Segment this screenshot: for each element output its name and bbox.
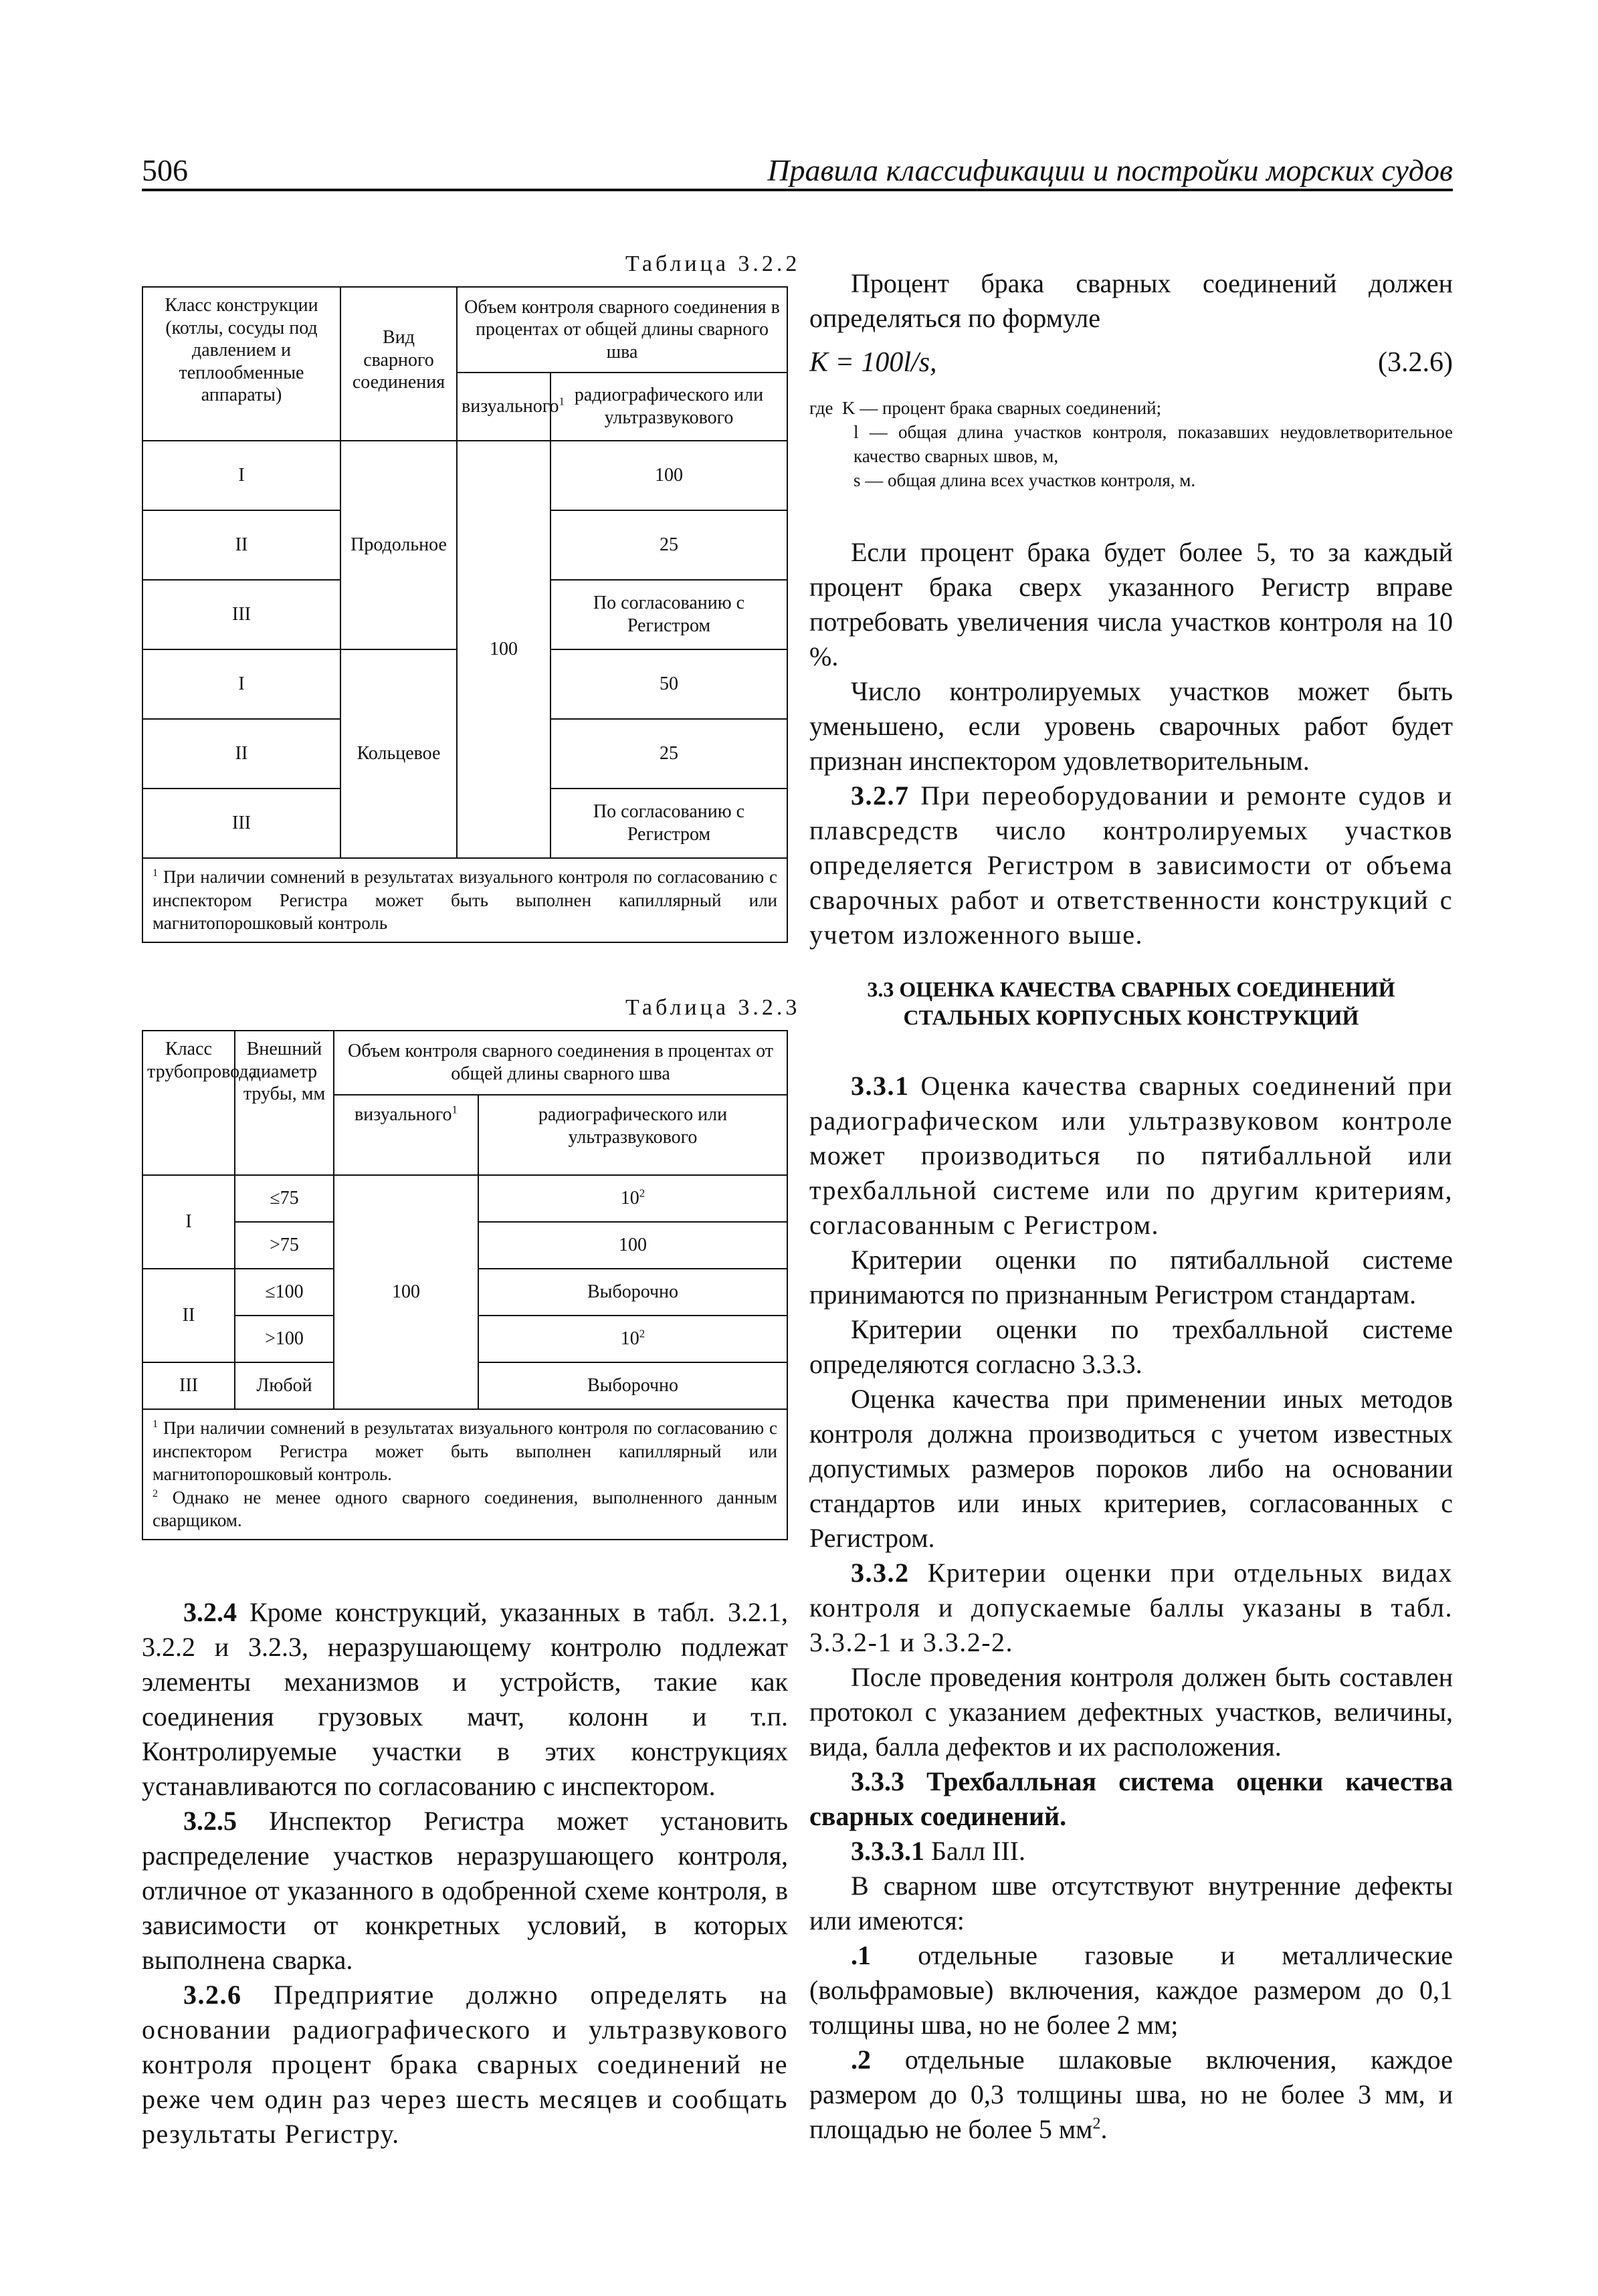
table2-header-class: Класс трубопровода xyxy=(142,1031,235,1175)
table1-header-visual: визуального$^1$ xyxy=(457,373,551,441)
table2-cell-radio: Выборочно xyxy=(478,1269,787,1316)
table2-cell-diameter: ≤75 xyxy=(235,1175,334,1222)
table2-cell-radio: Выборочно xyxy=(478,1362,787,1409)
running-title: Правила классификации и постройки морских судов xyxy=(767,153,1453,187)
table2-header-volume: Объем контроля сварного соединения в процентах от общей длины сварного шва xyxy=(334,1031,787,1095)
table2-cell-radio: 100 xyxy=(478,1222,787,1269)
table2-cell-class: I xyxy=(142,1175,235,1269)
table2-header-visual: визуального$^1$ xyxy=(334,1095,478,1175)
table2-cell-class: III xyxy=(142,1362,235,1409)
table2-cell-diameter: >100 xyxy=(235,1316,334,1362)
paragraph-3-2-6: 3.2.6 Предприятие должно определять на основании радиографического и ультразвукового контроля процент брака сварных соединений не реже чем один раз через шесть месяцев и сообщать результаты Регистру. xyxy=(142,1980,788,2149)
table1-cell-radio: По согласованию с Регистром xyxy=(551,580,787,649)
table2-cell-visual: 100 xyxy=(334,1175,478,1409)
table1-cell-joint-type: Продольное xyxy=(340,441,457,649)
table1-cell-radio: 25 xyxy=(551,510,787,580)
paragraph-3-3-2: 3.3.2 Критерии оценки при отдельных видах контроля и допускаемые баллы указаны в табл. 3.3.2-1 и 3.3.2-2. xyxy=(809,1558,1454,1657)
formula-intro xyxy=(809,266,1453,336)
paragraph-3-3-3-1: 3.3.3.1 Балл III. xyxy=(851,1836,1025,1866)
page-header xyxy=(142,148,1453,191)
table1-cell-radio: 50 xyxy=(551,649,787,719)
table2-cell-class: II xyxy=(142,1269,235,1362)
paragraph-3-3-2-b: После проведения контроля должен быть составлен протокол с указанием дефектных участков, величины, вида, балла дефектов и их расположения. xyxy=(809,1662,1453,1762)
table2-cell-radio: $10^2$ xyxy=(478,1316,787,1362)
table1-cell-joint-type: Кольцевое xyxy=(340,649,457,858)
right-column-upper xyxy=(809,535,1453,952)
paragraph-3-3-1-c: Критерии оценки по трехбалльной системе определяются согласно 3.3.3. xyxy=(809,1314,1453,1379)
paragraph-3-3-3-1-b: В сварном шве отсутствуют внутренние дефекты или имеются: xyxy=(809,1871,1453,1936)
table1-footnote: $^1$ При наличии сомнений в результатах визуального контроля по согласованию с инспектором Регистра может быть выполнен капиллярный или магнитопорошковый контроль xyxy=(142,858,787,942)
table1-cell-class: III xyxy=(142,580,340,649)
legend-l: l — общая длина участков контроля, показавших неудовлетворительное качество сварных швов, м, xyxy=(854,422,1453,466)
table2-caption: Таблица 3.2.3 xyxy=(625,995,801,1020)
table1-cell-radio: По согласованию с Регистром xyxy=(551,789,787,858)
table1-header-class: Класс конструкции (котлы, сосуды под давлением и теплообменные аппараты) xyxy=(142,287,340,441)
right-column-lower xyxy=(809,1069,1453,2147)
paragraph-defect-percent: Если процент брака будет более 5, то за каждый процент брака сверх указанного Регистр вправе потребовать увеличения числа участков контроля на 10 %. xyxy=(809,537,1453,671)
formula xyxy=(809,346,1453,387)
paragraph-3-3-1-b: Критерии оценки по пятибалльной системе принимаются по признанным Регистром стандартам. xyxy=(809,1245,1453,1310)
heading-3-3-3: 3.3.3 Трехбалльная система оценки качества сварных соединений. xyxy=(809,1766,1453,1831)
table1-cell-class: II xyxy=(142,719,340,789)
paragraph-3-2-4: 3.2.4 Кроме конструкций, указанных в табл. 3.2.1, 3.2.2 и 3.2.3, неразрушающему контролю подлежат элементы механизмов и устройств, такие как соединения грузовых мачт, колонн и т.п. Контролируемые участки в этих конструкциях устанавливаются по согласованию с инспектором. xyxy=(142,1597,789,1801)
section-heading-3-3: 3.3 ОЦЕНКА КАЧЕСТВА СВАРНЫХ СОЕДИНЕНИЙ СТАЛЬНЫХ КОРПУСНЫХ КОНСТРУКЦИЙ xyxy=(867,977,1395,1029)
table2-header-radio: радиографического или ультразвукового xyxy=(478,1095,787,1175)
formula-expression: K = 100l/s, xyxy=(809,347,937,378)
table1-header-joint-type: Вид сварного соединения xyxy=(340,287,457,441)
formula-intro-text: Процент брака сварных соединений должен определяться по формуле xyxy=(809,268,1453,333)
table1-cell-visual: 100 xyxy=(457,441,551,858)
table-3-2-3 xyxy=(142,1030,788,1540)
table2-footnotes xyxy=(142,1409,787,1540)
paragraph-reduce-sections: Число контролируемых участков может быть уменьшено, если уровень сварочных работ будет признан инспектором удовлетворительным. xyxy=(809,676,1453,776)
paragraph-3-3-1-d: Оценка качества при применении иных методов контроля должна производиться с учетом известных допустимых размеров пороков либо на основании стандартов или иных критериев, согласованных с Регистром. xyxy=(809,1384,1453,1553)
table2-cell-radio: $10^2$ xyxy=(478,1175,787,1222)
table2-cell-diameter: Любой xyxy=(235,1362,334,1409)
table1-cell-class: I xyxy=(142,441,340,510)
paragraph-3-2-5: 3.2.5 Инспектор Регистра может установить распределение участков неразрушающего контроля, отличное от указанного в одобренной схеме контроля, в зависимости от конкретных условий, в которых выполнена сварка. xyxy=(142,1806,788,1975)
page-number: 506 xyxy=(142,153,188,187)
table1-caption: Таблица 3.2.2 xyxy=(625,251,801,276)
paragraph-3-3-1: 3.3.1 Оценка качества сварных соединений при радиографическом или ультразвуковом контроле может производиться по пятибалльной или трехбалльной системе или по другим критериям, согласованным с Регистром. xyxy=(809,1071,1454,1240)
left-column-text xyxy=(142,1595,788,2152)
table1-cell-radio: 25 xyxy=(551,719,787,789)
legend-s: s — общая длина всех участков контроля, м. xyxy=(854,470,1196,490)
table-3-2-2 xyxy=(142,286,788,943)
table1-cell-class: I xyxy=(142,649,340,719)
list-item-1: .1 отдельные газовые и металлические (вольфрамовые) включения, каждое размером до 0,1 толщины шва, но не более 2 мм; xyxy=(809,1940,1454,2040)
table1-header-volume: Объем контроля сварного соединения в процентах от общей длины сварного шва xyxy=(457,287,787,373)
table1-header-radio: радиографического или ультразвукового xyxy=(551,373,787,441)
table1-cell-class: III xyxy=(142,789,340,858)
table2-header-diameter: Внешний диаметр трубы, мм xyxy=(235,1031,334,1175)
table1-cell-radio: 100 xyxy=(551,441,787,510)
legend-k: где K — процент брака сварных соединений; xyxy=(809,398,1162,418)
paragraph-3-2-7: 3.2.7 При переоборудовании и ремонте судов и плавсредств число контролируемых участков определяется Регистром в зависимости от объема сварочных работ и ответственности конструкций с учетом изложенного выше. xyxy=(809,780,1453,950)
table2-cell-diameter: >75 xyxy=(235,1222,334,1269)
list-item-2: .2 отдельные шлаковые включения, каждое размером до 0,3 толщины шва, но не более 3 мм, и площадью не более 5 $мм^2$. xyxy=(809,2045,1453,2144)
table2-cell-diameter: ≤100 xyxy=(235,1269,334,1316)
formula-number: (3.2.6) xyxy=(1378,347,1453,378)
table2-footnote-2: $^2$ Однако не менее одного сварного соединения, выполненного данным сварщиком. xyxy=(153,1487,777,1531)
table1-cell-class: II xyxy=(142,510,340,580)
formula-legend xyxy=(809,396,1453,492)
table2-footnote-1: $^1$ При наличии сомнений в результатах визуального контроля по согласованию с инспектором Регистра может быть выполнен капиллярный или магнитопорошковый контроль. xyxy=(153,1418,778,1485)
